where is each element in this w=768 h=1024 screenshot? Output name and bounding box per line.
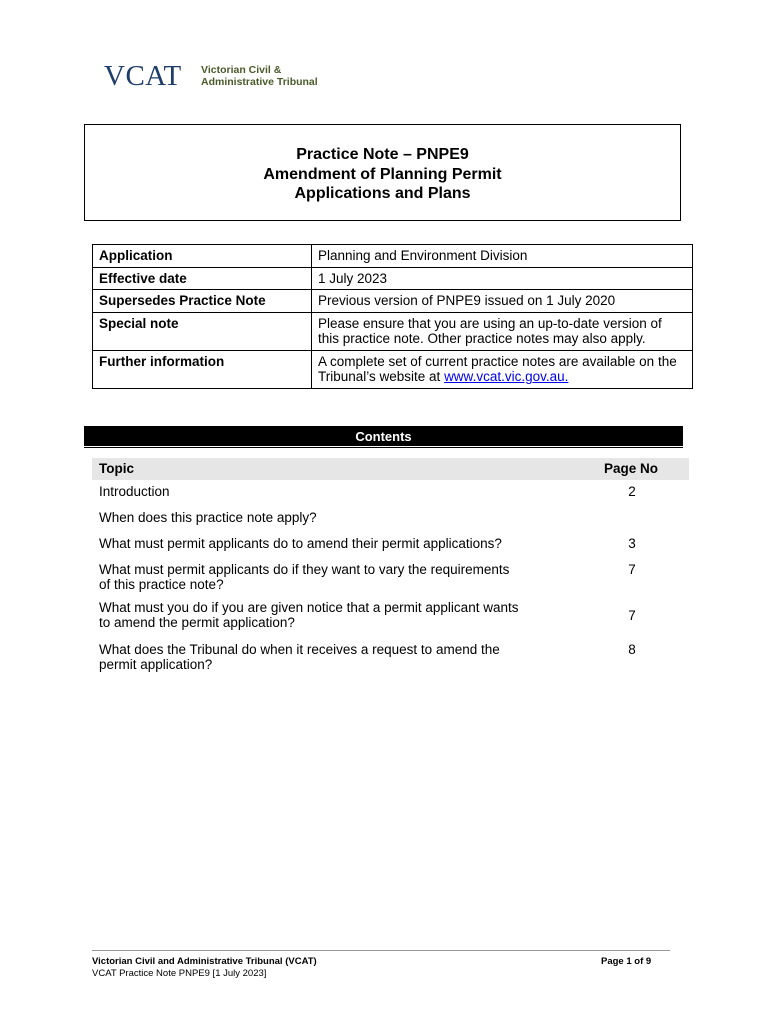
toc-item-page: 3 [628, 536, 636, 551]
meta-label: Effective date [93, 267, 312, 290]
further-info-text: A complete set of current practice notes are available on the Tribunal’s website at [318, 353, 677, 384]
vcat-website-link[interactable]: www.vcat.vic.gov.au. [444, 369, 569, 384]
metadata-table [92, 244, 693, 389]
meta-value: Please ensure that you are using an up-to-date version of this practice note. Other practice notes may also apply. [312, 312, 693, 350]
toc-item-label: What must permit applicants do to amend their permit applications? [99, 536, 502, 551]
title-line-2: Amendment of Planning Permit [263, 165, 502, 183]
logo-tagline-line1: Victorian Civil & [201, 64, 282, 76]
meta-value: 1 July 2023 [312, 267, 693, 290]
toc-item-label: What does the Tribunal do when it receives a request to amend the permit application? [99, 642, 500, 672]
meta-value [312, 350, 693, 388]
title-box [84, 124, 681, 221]
toc-item-label: What must permit applicants do if they want to vary the requirements of this practice note? [99, 562, 510, 592]
title-line-1: Practice Note – PNPE9 [296, 146, 469, 163]
toc-item-label: What must you do if you are given notice that a permit applicant wants to amend the permit application? [99, 600, 519, 630]
footer-org: Victorian Civil and Administrative Tribunal (VCAT) [92, 956, 317, 967]
meta-label: Further information [93, 350, 312, 388]
logo-tagline [201, 65, 318, 88]
footer-divider [92, 950, 670, 951]
toc-item-page: 7 [628, 562, 636, 577]
contents-heading: Contents [84, 426, 683, 446]
toc-header [92, 458, 689, 480]
meta-label: Special note [93, 312, 312, 350]
table-row [93, 350, 693, 388]
toc-col-page: Page No [603, 461, 658, 476]
table-row [93, 267, 693, 290]
toc-col-topic: Topic [99, 461, 134, 476]
toc-item-label: Introduction [99, 484, 170, 499]
meta-value: Previous version of PNPE9 issued on 1 July 2020 [312, 290, 693, 313]
footer-page-number: Page 1 of 9 [601, 956, 652, 967]
logo-mark: VCAT [104, 60, 182, 92]
meta-label: Application [93, 245, 312, 268]
toc-item-label: When does this practice note apply? [99, 510, 317, 525]
meta-value: Planning and Environment Division [312, 245, 693, 268]
logo-tagline-line2: Administrative Tribunal [201, 75, 318, 88]
table-row [93, 290, 693, 313]
toc-item-page: 2 [628, 484, 636, 499]
table-row [93, 312, 693, 350]
toc-item-page: 8 [628, 642, 636, 657]
table-row [93, 245, 693, 268]
meta-label: Supersedes Practice Note [93, 290, 312, 313]
toc-item-page: 7 [628, 608, 636, 623]
footer-doc: VCAT Practice Note PNPE9 [1 July 2023] [92, 968, 267, 979]
title-line-3: Applications and Plans [294, 185, 471, 202]
